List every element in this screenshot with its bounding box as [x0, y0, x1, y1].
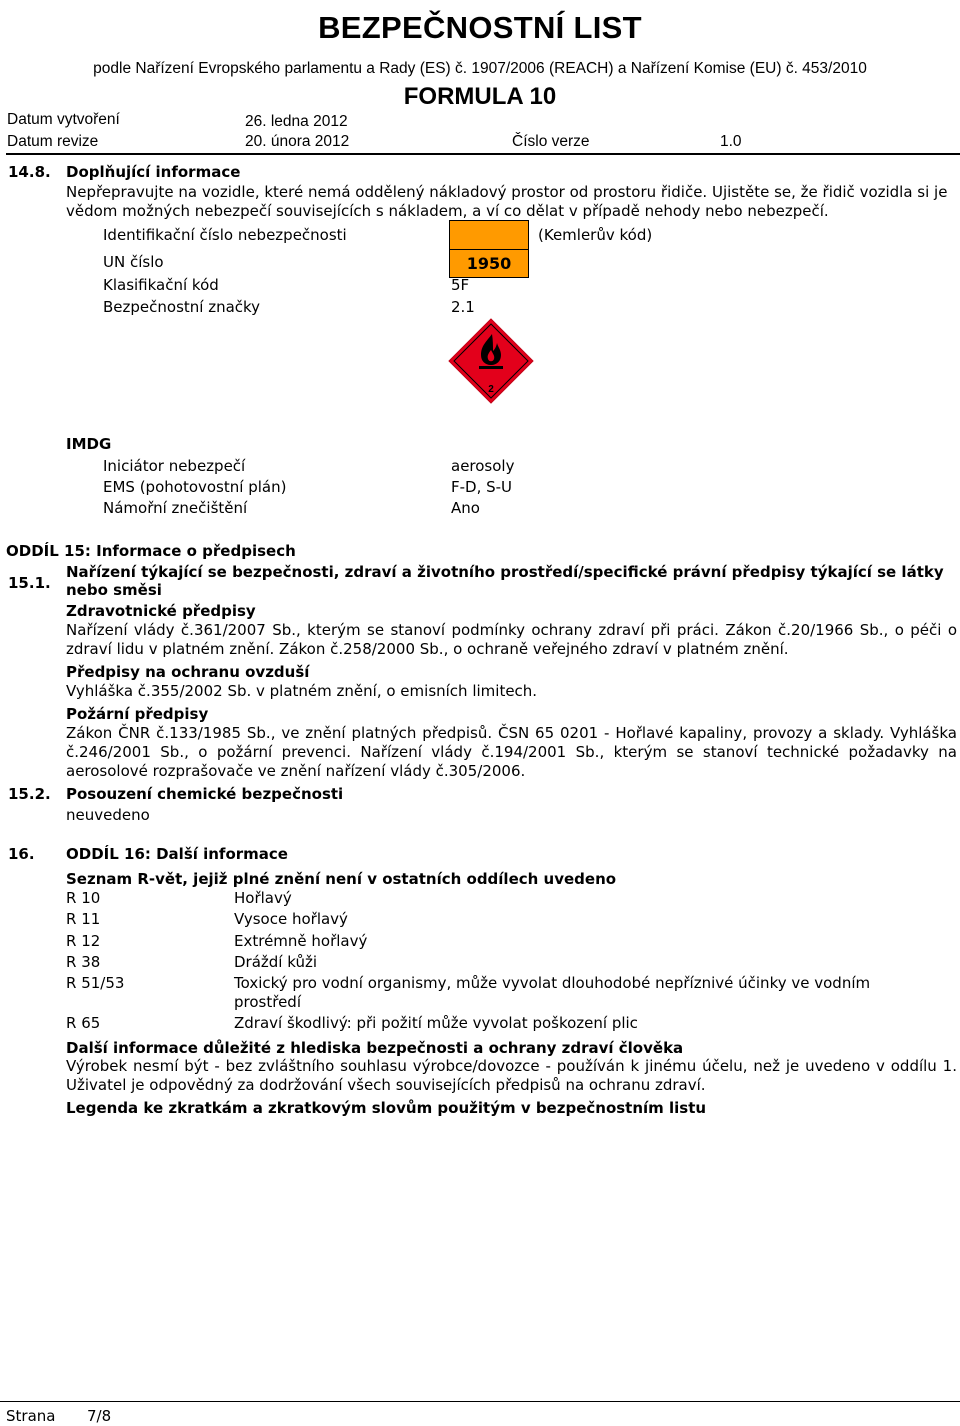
fire-title: Požární předpisy [66, 705, 209, 723]
revision-value: 20. února 2012 [245, 133, 350, 150]
product-name: FORMULA 10 [403, 83, 557, 110]
air-text: Vyhláška č.355/2002 Sb. v platném znění, o emisních limitech. [66, 682, 538, 700]
air-title: Předpisy na ochranu ovzduší [66, 663, 310, 681]
document-title: BEZPEČNOSTNÍ LIST [318, 10, 642, 45]
header-rule [6, 153, 960, 155]
r-phrase-text: Vysoce hořlavý [234, 910, 348, 928]
page-label: Strana [6, 1407, 56, 1425]
section-number-14-8: 14.8. [8, 163, 51, 181]
hazard-class-digit: 2 [488, 384, 494, 395]
section-15-2-text: neuvedeno [66, 806, 150, 824]
r-phrase-text: Zdraví škodlivý: při požití může vyvolat poškození plic [234, 1014, 638, 1032]
imdg-label-1: EMS (pohotovostní plán) [103, 478, 287, 496]
footer-rule [0, 1401, 960, 1402]
imdg-title: IMDG [66, 435, 112, 453]
r-phrase-code: R 10 [66, 889, 101, 907]
hazard-id-box [449, 220, 529, 250]
safety-value: 2.1 [451, 298, 475, 316]
health-text: Nařízení vlády č.361/2007 Sb., kterým se stanoví podmínky ochrany zdraví při práci. Zákon č.20/1966 Sb., o péči o zdraví lidu v platném znění. Zákon č.258/2000 Sb., o ochraně veřejného zdraví v platném znění. [66, 621, 957, 658]
other-info-text: Výrobek nesmí být - bez zvláštního souhlasu výrobce/dovozce - používán k jinému účelu, než je uvedeno v oddílu 1. Uživatel je odpovědný za dodržování všech souvisejících předpisů na ochranu zdraví. [66, 1057, 957, 1094]
version-label: Číslo verze [512, 133, 590, 150]
version-value: 1.0 [720, 133, 742, 150]
r-phrase-code: R 38 [66, 953, 101, 971]
section-title-15-2: Posouzení chemické bezpečnosti [66, 785, 344, 803]
section-number-15-2: 15.2. [8, 785, 51, 803]
section-title-14-8: Doplňující informace [66, 163, 241, 181]
imdg-label-0: Iniciátor nebezpečí [103, 457, 246, 475]
section-15-title: ODDÍL 15: Informace o předpisech [6, 542, 296, 560]
transport-text: Nepřepravujte na vozidle, které nemá oddělený nákladový prostor od prostoru řidiče. Ujistěte se, že řidič vozidla si je vědom možných nebezpečí souvisejících s nákladem, a ví co dělat v případě nehody nebo nebezpečí. [66, 183, 948, 220]
imdg-label-2: Námořní znečištění [103, 499, 248, 517]
fire-text: Zákon ČNR č.133/1985 Sb., ve znění platných předpisů. ČSN 65 0201 - Hořlavé kapaliny, provozy a sklady. Vyhláška č.246/2001 Sb., o požární prevenci. Nařízení vlády č.194/2001 Sb., kterým se stanoví technické požadavky na aerosolové rozprašovače ve znění nařízení vlády č.305/2006. [66, 724, 957, 780]
r-phrase-text: Dráždí kůži [234, 953, 318, 971]
hazard-label-diamond [448, 318, 534, 404]
revision-label: Datum revize [7, 133, 99, 150]
section-number-16: 16. [8, 845, 35, 863]
section-16-title: ODDÍL 16: Další informace [66, 845, 288, 863]
section-number-15-1: 15.1. [8, 574, 51, 592]
section-title-15-1: Nařízení týkající se bezpečnosti, zdraví a životního prostředí/specifické právní předpisy týkající se látky nebo směsi [66, 563, 944, 599]
r-phrase-code: R 65 [66, 1014, 101, 1032]
page-number: 7/8 [87, 1407, 112, 1425]
imdg-value-0: aerosoly [451, 457, 515, 475]
legend-title: Legenda ke zkratkám a zkratkovým slovům použitým v bezpečnostním listu [66, 1099, 707, 1117]
safety-label: Bezpečnostní značky [103, 298, 261, 316]
class-code-label: Klasifikační kód [103, 276, 219, 294]
hazard-diamond-graphic [448, 318, 534, 404]
created-value: 26. ledna 2012 [245, 113, 348, 130]
r-phrase-code: R 11 [66, 910, 101, 928]
r-phrase-text: Hořlavý [234, 889, 292, 907]
imdg-value-1: F-D, S-U [451, 478, 513, 496]
r-phrase-code: R 51/53 [66, 974, 125, 992]
created-label: Datum vytvoření [7, 111, 120, 128]
regulation-line: podle Nařízení Evropského parlamentu a Rady (ES) č. 1907/2006 (REACH) a Nařízení Komise (EU) č. 453/2010 [93, 60, 867, 77]
un-label: UN číslo [103, 253, 164, 271]
r-phrase-text: Toxický pro vodní organismy, může vyvolat dlouhodobé nepříznivé účinky ve vodním prostředí [234, 974, 871, 1011]
r-phrase-text: Extrémně hořlavý [234, 932, 368, 950]
other-info-title: Další informace důležité z hlediska bezpečnosti a ochrany zdraví člověka [66, 1039, 684, 1057]
hazard-id-label: Identifikační číslo nebezpečnosti [103, 226, 347, 244]
health-title: Zdravotnické předpisy [66, 602, 256, 620]
r-phrase-code: R 12 [66, 932, 101, 950]
kemler-label: (Kemlerův kód) [538, 226, 653, 244]
imdg-value-2: Ano [451, 499, 480, 517]
un-number-value: 1950 [466, 254, 512, 273]
r-phrases-title: Seznam R-vět, jejiž plné znění není v ostatních oddílech uvedeno [66, 870, 617, 888]
un-number-box [449, 249, 529, 278]
class-code-value: 5F [451, 276, 470, 294]
